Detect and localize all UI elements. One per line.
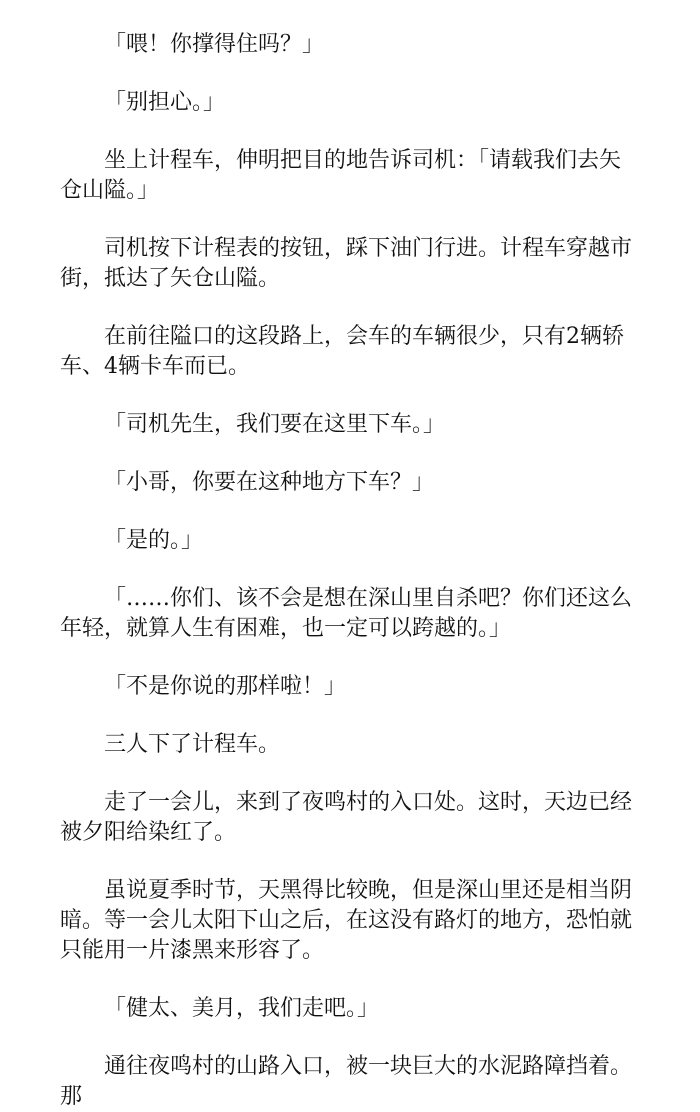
paragraph: 「……你们、该不会是想在深山里自杀吧？你们还这么年轻，就算人生有困难，也一定可以跨越的。」 [60, 586, 633, 641]
paragraph: 通往夜鸣村的山路入口，被一块巨大的水泥路障挡着。那 [60, 1054, 633, 1109]
document-page [60, 30, 640, 1109]
paragraph: 「别担心。」 [104, 90, 226, 115]
paragraph: 虽说夏季时节，天黑得比较晚，但是深山里还是相当阴暗。等一会儿太阳下山之后，在这没有路灯的地方，恐怕就只能用一片漆黑来形容了。 [60, 878, 633, 963]
paragraph: 「喂！你撑得住吗？」 [104, 32, 325, 57]
paragraph: 「不是你说的那样啦！」 [104, 674, 347, 699]
paragraph: 坐上计程车，伸明把目的地告诉司机：「请载我们去矢仓山隘。」 [60, 148, 622, 203]
paragraph: 在前往隘口的这段路上，会车的车辆很少，只有2辆轿车、4辆卡车而已。 [60, 324, 624, 379]
paragraph: 「小哥，你要在这种地方下车？」 [104, 470, 435, 495]
paragraph: 「司机先生，我们要在这里下车。」 [104, 412, 446, 437]
paragraph: 司机按下计程表的按钮，踩下油门行进。计程车穿越市街，抵达了矢仓山隘。 [60, 236, 633, 291]
paragraph: 三人下了计程车。 [104, 732, 281, 757]
paragraph: 「健太、美月，我们走吧。」 [104, 996, 380, 1021]
paragraph: 「是的。」 [104, 528, 204, 553]
paragraph: 走了一会儿，来到了夜鸣村的入口处。这时，天边已经被夕阳给染红了。 [60, 790, 633, 845]
